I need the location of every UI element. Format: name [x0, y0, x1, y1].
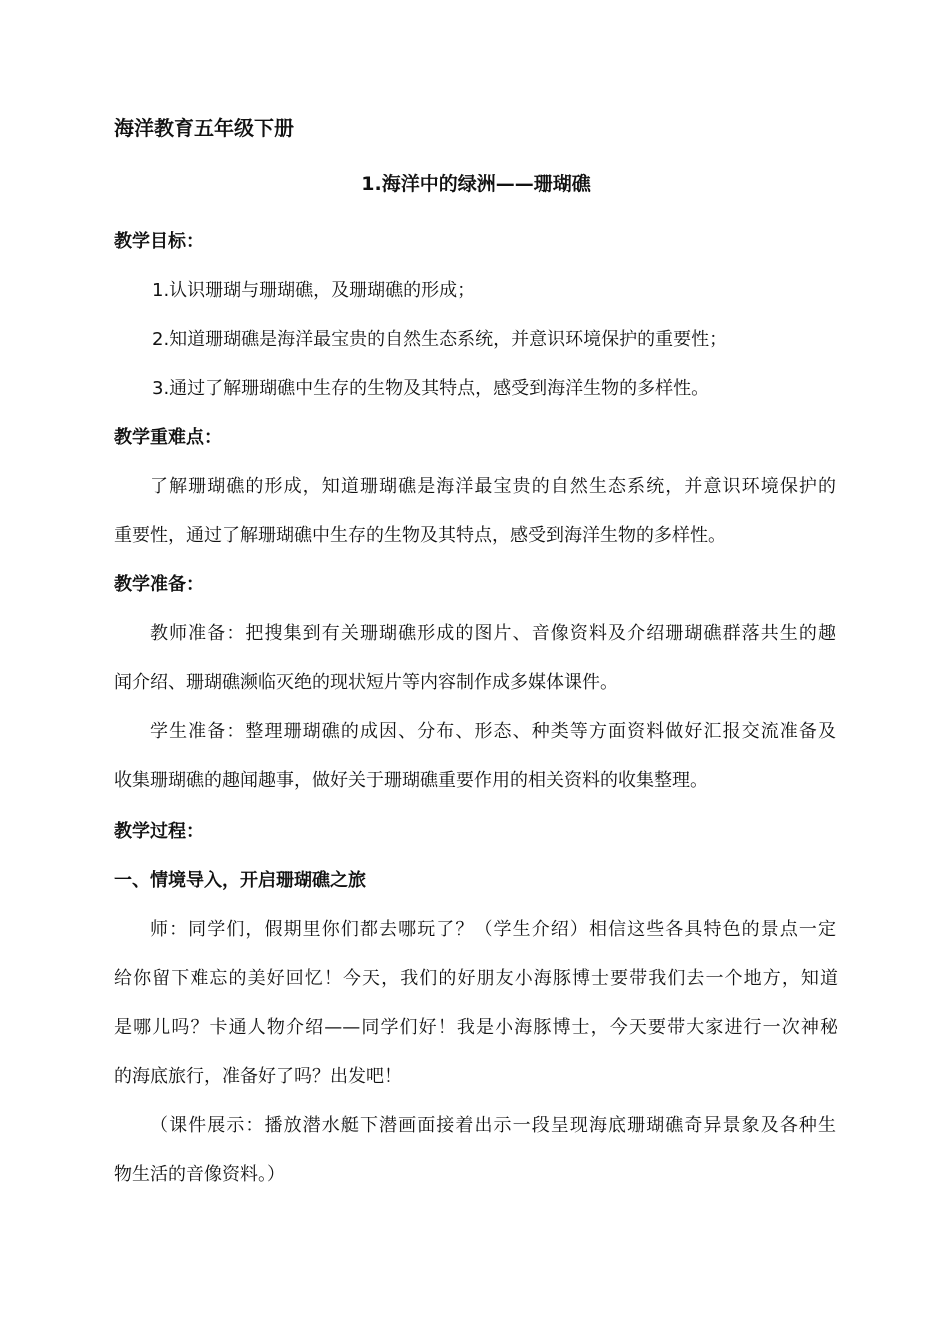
teacher-prep-line-2: 闻介绍、珊瑚礁濒临灭绝的现状短片等内容制作成多媒体课件。 [114, 672, 618, 693]
student-prep-line-2: 收集珊瑚礁的趣闻趣事，做好关于珊瑚礁重要作用的相关资料的收集整理。 [114, 770, 708, 791]
book-title: 海洋教育五年级下册 [114, 116, 294, 140]
courseware-line-1: （课件展示：播放潜水艇下潜画面接着出示一段呈现海底珊瑚礁奇异景象及各种生 [150, 1115, 836, 1136]
key-points-line-1: 了解珊瑚礁的形成，知道珊瑚礁是海洋最宝贵的自然生态系统，并意识环境保护的 [150, 476, 836, 497]
courseware-line-2: 物生活的音像资料。） [114, 1164, 285, 1185]
objective-item-3: 3.通过了解珊瑚礁中生存的生物及其特点，感受到海洋生物的多样性。 [152, 378, 710, 399]
process-heading: 教学过程： [114, 821, 204, 842]
teacher-speech-line-1: 师：同学们，假期里你们都去哪玩了？（学生介绍）相信这些各具特色的景点一定 [150, 919, 836, 940]
lesson-title: 1.海洋中的绿洲——珊瑚礁 [361, 173, 591, 195]
teacher-speech-line-4: 的海底旅行，准备好了吗？出发吧！ [114, 1066, 402, 1087]
objective-item-2: 2.知道珊瑚礁是海洋最宝贵的自然生态系统，并意识环境保护的重要性； [152, 329, 728, 350]
teacher-speech-line-2: 给你留下难忘的美好回忆！今天，我们的好朋友小海豚博士要带我们去一个地方，知道 [114, 968, 838, 989]
student-prep-line-1: 学生准备：整理珊瑚礁的成因、分布、形态、种类等方面资料做好汇报交流准备及 [150, 721, 836, 742]
objective-item-1: 1.认识珊瑚与珊瑚礁，及珊瑚礁的形成； [152, 280, 476, 301]
teacher-speech-line-3: 是哪儿吗？卡通人物介绍——同学们好！我是小海豚博士，今天要带大家进行一次神秘 [114, 1017, 838, 1038]
key-points-line-2: 重要性，通过了解珊瑚礁中生存的生物及其特点，感受到海洋生物的多样性。 [114, 525, 726, 546]
section-one-heading: 一、情境导入，开启珊瑚礁之旅 [114, 870, 366, 891]
key-points-heading: 教学重难点： [114, 427, 222, 448]
objectives-heading: 教学目标： [114, 231, 204, 252]
teacher-prep-line-1: 教师准备：把搜集到有关珊瑚礁形成的图片、音像资料及介绍珊瑚礁群落共生的趣 [150, 623, 836, 644]
preparation-heading: 教学准备： [114, 574, 204, 595]
